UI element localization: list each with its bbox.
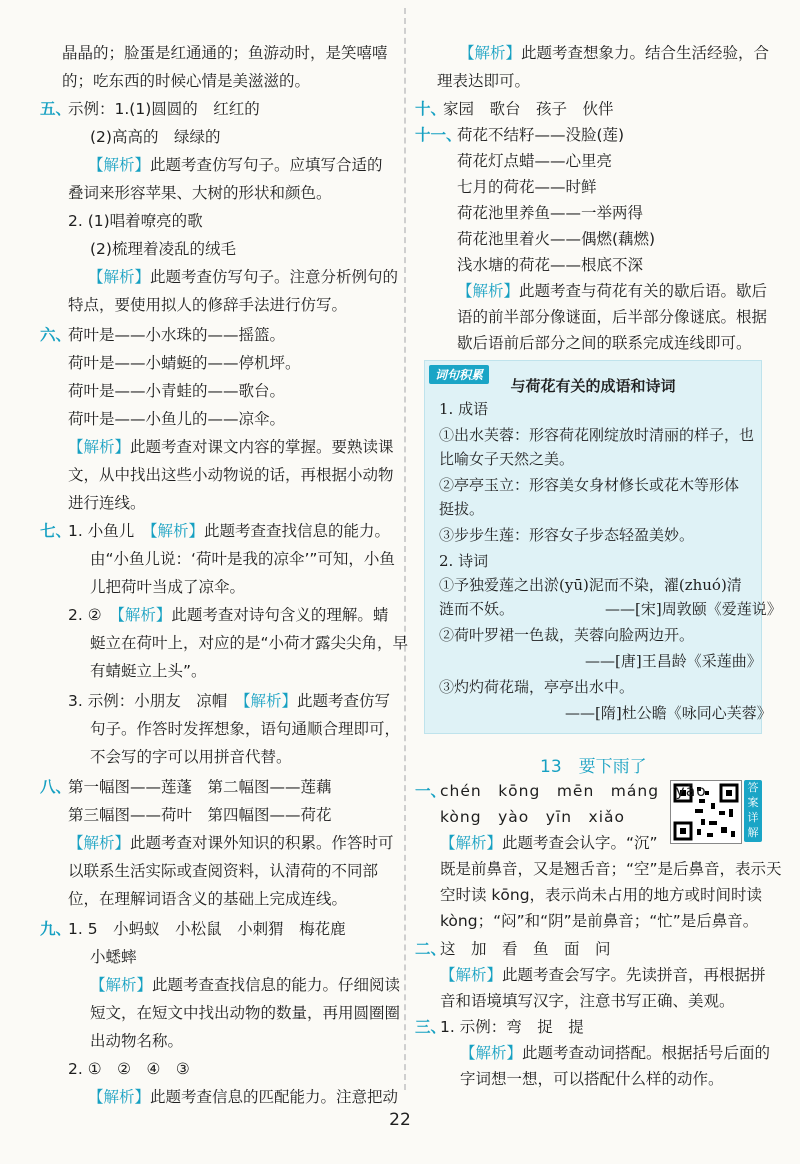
analysis-line: 空时读 kōng，表示尚未占用的地方或时间时读 — [440, 886, 763, 904]
answer-line: 七月的荷花——时鲜 — [457, 178, 597, 196]
answer-line: 2. ② 【解析】此题考查对诗句含义的理解。蜻 — [68, 606, 389, 624]
box-source: ——[隋]杜公瞻《咏同心芙蓉》 — [565, 704, 772, 722]
box-badge: 词句积累 — [429, 365, 489, 384]
box-line: ③灼灼荷花瑞，亭亭出水中。 — [439, 678, 635, 696]
box-line: 涟而不妖。 — [439, 600, 515, 618]
analysis-line: 位，在理解词语含义的基础上完成连线。 — [68, 890, 348, 908]
analysis-line: 句子。作答时发挥想象，语句通顺合理即可， — [90, 720, 401, 738]
analysis-line: kòng；“闷”和“阴”是前鼻音；“忙”是后鼻音。 — [440, 912, 759, 930]
analysis-line: 文，从中找出这些小动物说的话，再根据小动物 — [68, 466, 394, 484]
analysis-line: 儿把荷叶当成了凉伞。 — [90, 578, 246, 596]
answer-line: 1. 示例：弯 捉 提 — [440, 1018, 584, 1036]
page-number: 22 — [389, 1110, 411, 1130]
answer-line: 小蟋蟀 — [90, 948, 137, 966]
analysis-line: 既是前鼻音，又是翘舌音；“空”是后鼻音，表示天 — [440, 860, 782, 878]
answer-line: 这 加 看 鱼 面 问 — [440, 940, 611, 958]
analysis-tag: 【解析】 — [90, 976, 153, 994]
analysis-tag: 【解析】 — [68, 438, 131, 456]
box-source: ——[唐]王昌龄《采莲曲》 — [585, 652, 762, 670]
analysis-line: 【解析】此题考查仿写句子。注意分析例句的 — [88, 268, 399, 286]
answer-line: 荷叶是——小青蛙的——歌台。 — [68, 382, 286, 400]
answer-line: 家园 歌台 孩子 伙伴 — [443, 100, 614, 118]
analysis-line: 蜓立在荷叶上，对应的是“小荷才露尖尖角，早 — [90, 634, 409, 652]
analysis-line: 歇后语前后部分之间的联系完成连线即可。 — [457, 334, 752, 352]
qr-label: 答案详解 — [744, 780, 762, 842]
answer-line: 荷花池里养鱼——一举两得 — [457, 204, 644, 222]
analysis-tag: 【解析】 — [457, 282, 520, 300]
box-title: 与荷花有关的成语和诗词 — [510, 377, 676, 395]
analysis-line: 【解析】此题考查信息的匹配能力。注意把动 — [88, 1088, 399, 1106]
pinyin-line: kòng yào yīn xiǎo — [440, 808, 625, 826]
lesson-title: 13 要下雨了 — [540, 757, 647, 777]
box-source: ——[宋]周敦颐《爱莲说》 — [605, 600, 782, 618]
answer-line: 荷叶是——小鱼儿的——凉伞。 — [68, 410, 286, 428]
section-number-1: 一、 — [415, 782, 447, 800]
text-line: 的；吃东西的时候心情是美滋滋的。 — [62, 72, 311, 90]
analysis-tag: 【解析】 — [149, 522, 204, 540]
analysis-line: 语的前半部分像谜面，后半部分像谜底。根据 — [457, 308, 768, 326]
analysis-line: 进行连线。 — [68, 494, 146, 512]
analysis-line: 有蜻蜓立上头”。 — [90, 662, 207, 680]
answer-line: 3. 示例：小朋友 凉帽 【解析】此题考查仿写 — [68, 692, 391, 710]
section-number-2: 二、 — [415, 940, 447, 958]
box-line: ①出水芙蓉：形容荷花刚绽放时清丽的样子，也 — [439, 426, 755, 444]
analysis-tag: 【解析】 — [242, 692, 297, 710]
analysis-tag: 【解析】 — [88, 1088, 151, 1106]
analysis-line: 【解析】此题考查查找信息的能力。仔细阅读 — [90, 976, 401, 994]
answer-line: 2. ① ② ④ ③ — [68, 1060, 190, 1078]
box-line: 挺拔。 — [439, 500, 485, 518]
pinyin-line: chén kōng mēn máng yāo — [440, 782, 707, 800]
box-line: ③步步生莲：形容女子步态轻盈美妙。 — [439, 526, 695, 544]
analysis-line: 【解析】此题考查动词搭配。根据括号后面的 — [460, 1044, 771, 1062]
analysis-line: 【解析】此题考查会认字。“沉” — [440, 834, 658, 852]
analysis-line: 叠词来形容苹果、大树的形状和颜色。 — [68, 184, 332, 202]
box-line: 比喻女子天然之美。 — [439, 450, 575, 468]
analysis-line: 【解析】此题考查与荷花有关的歇后语。歇后 — [457, 282, 768, 300]
analysis-line: 字词想一想，可以搭配什么样的动作。 — [460, 1070, 724, 1088]
answer-line: 荷叶是——小水珠的——摇篮。 — [68, 326, 286, 344]
answer-line: 荷花池里着火——偶燃(藕燃) — [457, 230, 656, 248]
column-divider — [404, 8, 406, 1090]
section-number-9: 九、 — [40, 920, 72, 938]
section-number-10: 十、 — [415, 100, 447, 118]
analysis-line: 短文，在短文中找出动物的数量，再用圆圈圈 — [90, 1004, 401, 1022]
section-number-8: 八、 — [40, 778, 72, 796]
answer-line: 示例：1.(1)圆圆的 红红的 — [68, 100, 260, 118]
section-number-6: 六、 — [40, 326, 72, 344]
answer-line: 1. 小鱼儿 【解析】此题考查查找信息的能力。 — [68, 522, 391, 540]
section-number-3: 三、 — [415, 1018, 447, 1036]
analysis-tag: 【解析】 — [88, 268, 151, 286]
box-line: ①予独爱莲之出淤(yū)泥而不染，濯(zhuó)清 — [439, 576, 742, 594]
analysis-tag: 【解析】 — [88, 156, 151, 174]
section-number-11: 十一、 — [415, 126, 462, 144]
answer-line: 第三幅图——荷叶 第四幅图——荷花 — [68, 806, 332, 824]
box-line: ②荷叶罗裙一色裁，芙蓉向脸两边开。 — [439, 626, 695, 644]
answer-line: 第一幅图——莲蓬 第二幅图——莲藕 — [68, 778, 332, 796]
answer-line: (2)高高的 绿绿的 — [90, 128, 221, 146]
analysis-line: 【解析】此题考查想象力。结合生活经验，合 — [459, 44, 770, 62]
analysis-tag: 【解析】 — [440, 834, 503, 852]
analysis-line: 不会写的字可以用拼音代替。 — [90, 748, 292, 766]
box-line: ②亭亭玉立：形容美女身材修长或花木等形体 — [439, 476, 740, 494]
box-heading: 1. 成语 — [439, 400, 489, 418]
answer-line: 荷花灯点蜡——心里亮 — [457, 152, 613, 170]
answer-line: 2. (1)唱着嘹亮的歌 — [68, 212, 203, 230]
analysis-tag: 【解析】 — [460, 1044, 523, 1062]
text-line: 晶晶的；脸蛋是红通通的；鱼游动时，是笑嘻嘻 — [62, 44, 388, 62]
section-number-5: 五、 — [40, 100, 72, 118]
analysis-tag: 【解析】 — [440, 966, 503, 984]
analysis-tag: 【解析】 — [117, 606, 172, 624]
answer-line: 1. 5 小蚂蚁 小松鼠 小刺猬 梅花鹿 — [68, 920, 346, 938]
answer-line: (2)梳理着凌乱的绒毛 — [90, 240, 236, 258]
analysis-line: 由“小鱼儿说：‘荷叶是我的凉伞’”可知，小鱼 — [90, 550, 395, 568]
analysis-line: 【解析】此题考查会写字。先读拼音，再根据拼 — [440, 966, 766, 984]
analysis-line: 特点，要使用拟人的修辞手法进行仿写。 — [68, 296, 348, 314]
analysis-line: 出动物名称。 — [90, 1032, 184, 1050]
analysis-tag: 【解析】 — [459, 44, 522, 62]
analysis-line: 音和语境填写汉字，注意书写正确、美观。 — [440, 992, 735, 1010]
analysis-line: 理表达即可。 — [437, 72, 531, 90]
answer-line: 荷叶是——小蜻蜓的——停机坪。 — [68, 354, 301, 372]
analysis-line: 以联系生活实际或查阅资料，认清荷的不同部 — [68, 862, 379, 880]
vocabulary-box — [424, 360, 782, 734]
analysis-line: 【解析】此题考查对课外知识的积累。作答时可 — [68, 834, 394, 852]
analysis-tag: 【解析】 — [68, 834, 131, 852]
answer-line: 浅水塘的荷花——根底不深 — [457, 256, 644, 274]
box-heading: 2. 诗词 — [439, 552, 489, 570]
analysis-line: 【解析】此题考查对课文内容的掌握。要熟读课 — [68, 438, 394, 456]
section-number-7: 七、 — [40, 522, 72, 540]
analysis-line: 【解析】此题考查仿写句子。应填写合适的 — [88, 156, 383, 174]
answer-line: 荷花不结籽——没脸(莲) — [457, 126, 625, 144]
